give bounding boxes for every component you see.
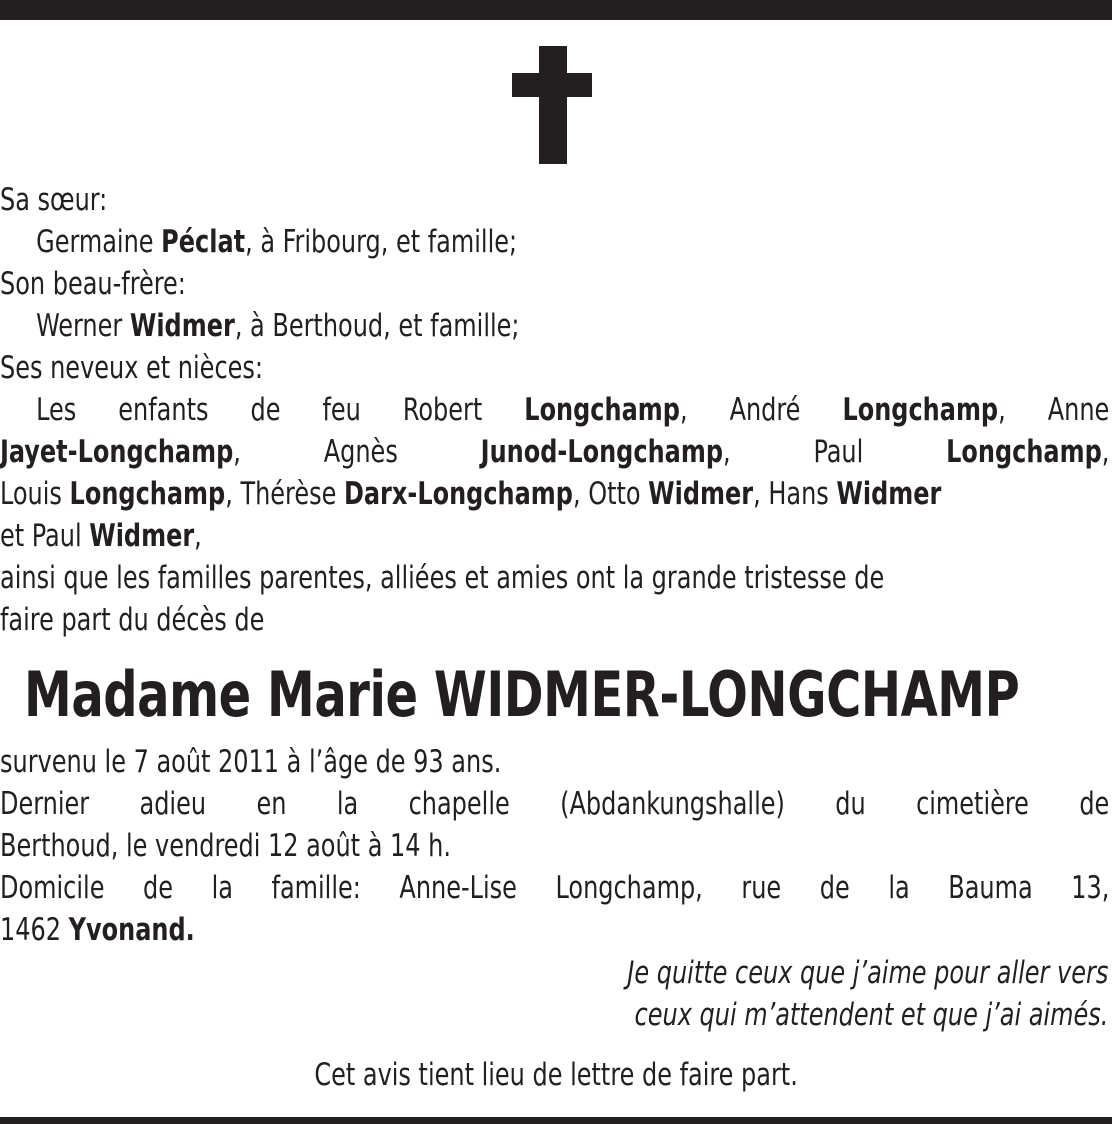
ceremony-line-1: Dernier adieu en la chapelle (Abdankungshalle) du cimetière de	[0, 786, 1110, 822]
nephews-heading: Ses neveux et nièces:	[0, 350, 263, 386]
nephews-line-1: Les enfants de feu Robert Longchamp, André Longchamp, Anne	[36, 392, 1110, 428]
ceremony-line-2: Berthoud, le vendredi 12 août à 14 h.	[0, 828, 451, 864]
intro-line-2: faire part du décès de	[0, 602, 265, 638]
family-block	[0, 179, 1109, 641]
address-line-2: 1462 Yvonand.	[0, 912, 195, 948]
deceased-name: Madame Marie WIDMER-LONGCHAMP	[24, 658, 1020, 731]
brother-in-law-heading: Son beau-frère:	[0, 266, 186, 302]
bottom-rule	[0, 1117, 1112, 1124]
nephews-line-4: et Paul Widmer,	[0, 518, 202, 554]
nephews-line-3: Louis Longchamp, Thérèse Darx-Longchamp, Otto Widmer, Hans Widmer	[0, 476, 942, 512]
closing-note: Cet avis tient lieu de lettre de faire part.	[314, 1057, 798, 1093]
top-rule	[0, 0, 1112, 20]
intro-line-1: ainsi que les familles parentes, alliées et amies ont la grande tristesse de	[0, 560, 885, 596]
cross-icon	[512, 46, 592, 164]
details-block	[0, 741, 1109, 951]
death-date-line: survenu le 7 août 2011 à l’âge de 93 ans.	[0, 744, 502, 780]
sister-entry: Germaine Péclat, à Fribourg, et famille;	[36, 224, 518, 260]
brother-in-law-entry: Werner Widmer, à Berthoud, et famille;	[36, 308, 520, 344]
nephews-line-2: Jayet-Longchamp, Agnès Junod-Longchamp, Paul Longchamp,	[0, 434, 1110, 470]
poem	[627, 952, 1108, 1036]
poem-line-2: ceux qui m’attendent et que j’ai aimés.	[634, 997, 1108, 1033]
sister-heading: Sa sœur:	[0, 182, 108, 218]
address-line-1: Domicile de la famille: Anne-Lise Longchamp, rue de la Bauma 13,	[0, 870, 1110, 906]
poem-line-1: Je quitte ceux que j’aime pour aller vers	[626, 955, 1108, 991]
